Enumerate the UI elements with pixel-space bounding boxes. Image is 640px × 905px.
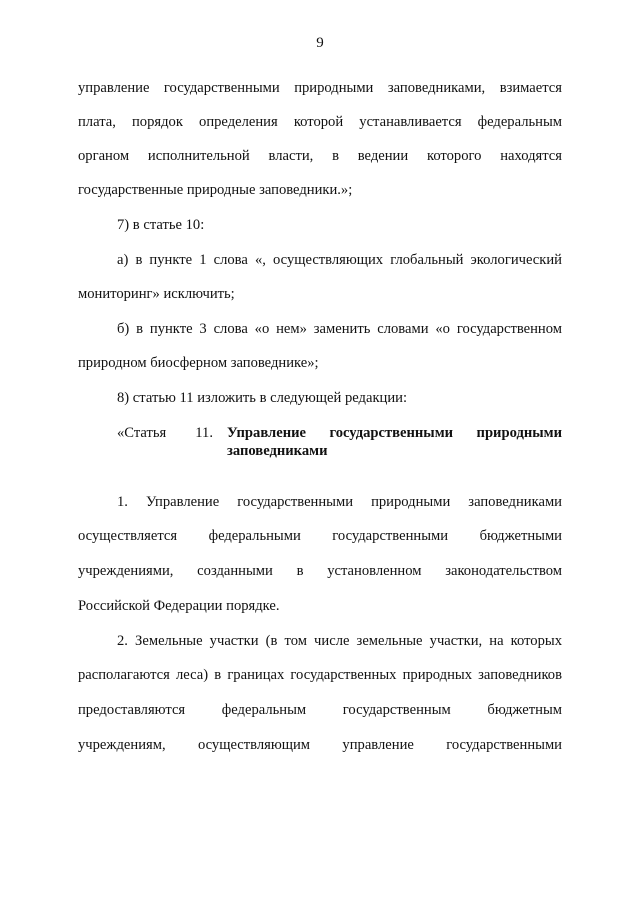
amendment-item: 7) в статье 10:: [117, 217, 205, 233]
article-number: «Статья 11.: [117, 425, 213, 441]
paragraph-line: природном биосферном заповеднике»;: [78, 355, 319, 371]
paragraph-line: учреждениями, созданными в установленном законодательством: [78, 563, 562, 579]
paragraph-line: мониторинг» исключить;: [78, 286, 235, 302]
paragraph-line: учреждениям, осуществляющим управление государственными: [78, 737, 562, 753]
article-paragraph: 2. Земельные участки (в том числе земельные участки, на которых: [117, 633, 562, 649]
article-paragraph: 1. Управление государственными природными заповедниками: [117, 494, 562, 510]
amendment-item: б) в пункте 3 слова «о нем» заменить словами «о государственном: [117, 321, 562, 337]
paragraph-line: Российской Федерации порядке.: [78, 598, 280, 614]
paragraph-line: органом исполнительной власти, в ведении которого находятся: [78, 148, 562, 164]
paragraph-line: плата, порядок определения которой устанавливается федеральным: [78, 114, 562, 130]
page-number: 9: [316, 35, 324, 51]
amendment-item: 8) статью 11 изложить в следующей редакции:: [117, 390, 408, 406]
article-title: Управление государственными природными: [227, 425, 562, 441]
paragraph-line: предоставляются федеральным государственным бюджетным: [78, 702, 562, 718]
amendment-item: а) в пункте 1 слова «, осуществляющих глобальный экологический: [117, 252, 562, 268]
paragraph-line: управление государственными природными заповедниками, взимается: [78, 80, 562, 96]
paragraph-line: государственные природные заповедники.»;: [78, 182, 353, 198]
paragraph-line: располагаются леса) в границах государственных природных заповедников: [78, 667, 562, 683]
paragraph-line: осуществляется федеральными государственными бюджетными: [78, 528, 562, 544]
article-title: заповедниками: [227, 443, 328, 459]
